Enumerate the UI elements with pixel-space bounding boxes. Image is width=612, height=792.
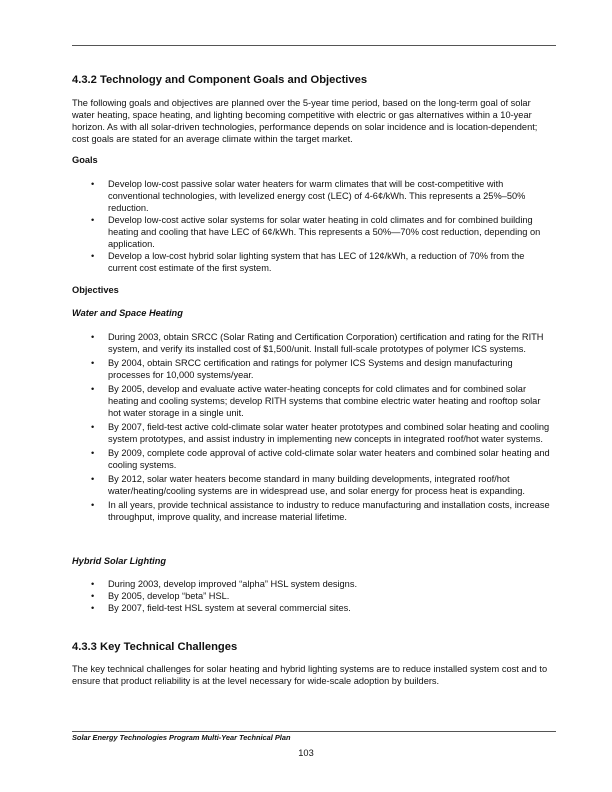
list-item (72, 331, 554, 355)
bullet-icon: • (91, 179, 95, 189)
list-item-text: By 2005, develop “beta” HSL. (108, 591, 230, 601)
list-item (72, 214, 554, 250)
intro-paragraph: The following goals and objectives are planned over the 5-year time period, based on the long-term goal of solar water heating, space heating, and lighting becoming competitive with electric or gas alternatives within a 10-year horizon. As with all solar-driven technologies, performance depends on solar incidence and is location-dependent; cost goals are stated for an average climate within the target market. (72, 98, 538, 144)
water-heating-label: Water and Space Heating (72, 308, 183, 318)
list-item (72, 421, 554, 445)
bullet-icon: • (91, 603, 95, 613)
list-item (72, 473, 554, 497)
bullet-icon: • (91, 422, 95, 432)
list-item-text: During 2003, develop improved “alpha” HSL system designs. (108, 579, 358, 589)
list-item-text: By 2007, field-test active cold-climate solar water heater prototypes and combined solar heating and cooling system prototypes, and assist industry in implementing new concepts in integrated roof/hot water systems. (108, 422, 550, 444)
list-item (72, 447, 554, 471)
bullet-icon: • (91, 591, 95, 601)
section-heading-4-3-3: 4.3.3 Key Technical Challenges (72, 641, 238, 653)
bullet-icon: • (91, 384, 95, 394)
list-item-text: During 2003, obtain SRCC (Solar Rating and Certification Corporation) certification and rating for the RITH system, and verify its installed cost of $1,500/unit. Install full-scale prototypes of polymer ICS systems. (108, 332, 544, 354)
bullet-icon: • (91, 500, 95, 510)
list-item (72, 602, 554, 614)
goals-list (72, 178, 554, 274)
list-item (72, 250, 554, 274)
list-item-text: By 2009, complete code approval of active cold-climate solar water heaters and combined solar heating and cooling systems. (108, 448, 550, 470)
list-item (72, 499, 554, 523)
list-item (72, 178, 554, 214)
list-item-text: Develop a low-cost hybrid solar lighting system that has LEC of 12¢/kWh, a reduction of 70% from the current cost estimate of the first system. (108, 251, 525, 273)
hybrid-lighting-label: Hybrid Solar Lighting (72, 556, 167, 566)
section-heading-4-3-2: 4.3.2 Technology and Component Goals and Objectives (72, 74, 368, 86)
list-item-text: In all years, provide technical assistance to industry to reduce manufacturing and installation costs, increase throughput, improve quality, and increase material lifetime. (108, 500, 550, 522)
list-item-text: By 2005, develop and evaluate active water-heating concepts for cold climates and for combined solar heating and cooling systems; develop RITH systems that combine electric water heating and rooftop solar hot water storage in a single unit. (108, 384, 541, 418)
list-item-text: By 2012, solar water heaters become standard in many building developments, integrated roof/hot water/heating/cooling systems are in widespread use, and solar energy for process heat is expanding. (108, 474, 525, 496)
water-heating-list (72, 331, 554, 523)
list-item-text: Develop low-cost active solar systems for solar water heating in cold climates and for combined building heating and cooling that have LEC of 6¢/kWh. This represents a 50%—70% cost reduction, depending on application. (108, 215, 541, 249)
hybrid-lighting-list (72, 578, 554, 614)
page-number: 103 (298, 748, 314, 758)
goals-label: Goals (72, 155, 98, 165)
bullet-icon: • (91, 215, 95, 225)
list-item-text: By 2004, obtain SRCC certification and ratings for polymer ICS Systems and design manufacturing processes for 10,000 systems/year. (108, 358, 513, 380)
challenges-paragraph: The key technical challenges for solar heating and hybrid lighting systems are to reduce installed system cost and to ensure that product reliability is at the level necessary for wide-scale adoption by builders. (72, 664, 548, 686)
list-item (72, 590, 554, 602)
bullet-icon: • (91, 579, 95, 589)
list-item (72, 357, 554, 381)
bullet-icon: • (91, 358, 95, 368)
bullet-icon: • (91, 448, 95, 458)
footer-title: Solar Energy Technologies Program Multi-Year Technical Plan (72, 733, 291, 742)
header-rule (72, 45, 556, 46)
objectives-label: Objectives (72, 285, 119, 295)
bullet-icon: • (91, 251, 95, 261)
list-item (72, 578, 554, 590)
bullet-icon: • (91, 332, 95, 342)
footer-rule (72, 731, 556, 732)
bullet-icon: • (91, 474, 95, 484)
list-item-text: Develop low-cost passive solar water heaters for warm climates that will be cost-competitive with conventional technologies, with levelized energy cost (LEC) of 4-6¢/kWh. This represents a 25%–50% reduction. (108, 179, 526, 213)
list-item-text: By 2007, field-test HSL system at several commercial sites. (108, 603, 351, 613)
list-item (72, 383, 554, 419)
